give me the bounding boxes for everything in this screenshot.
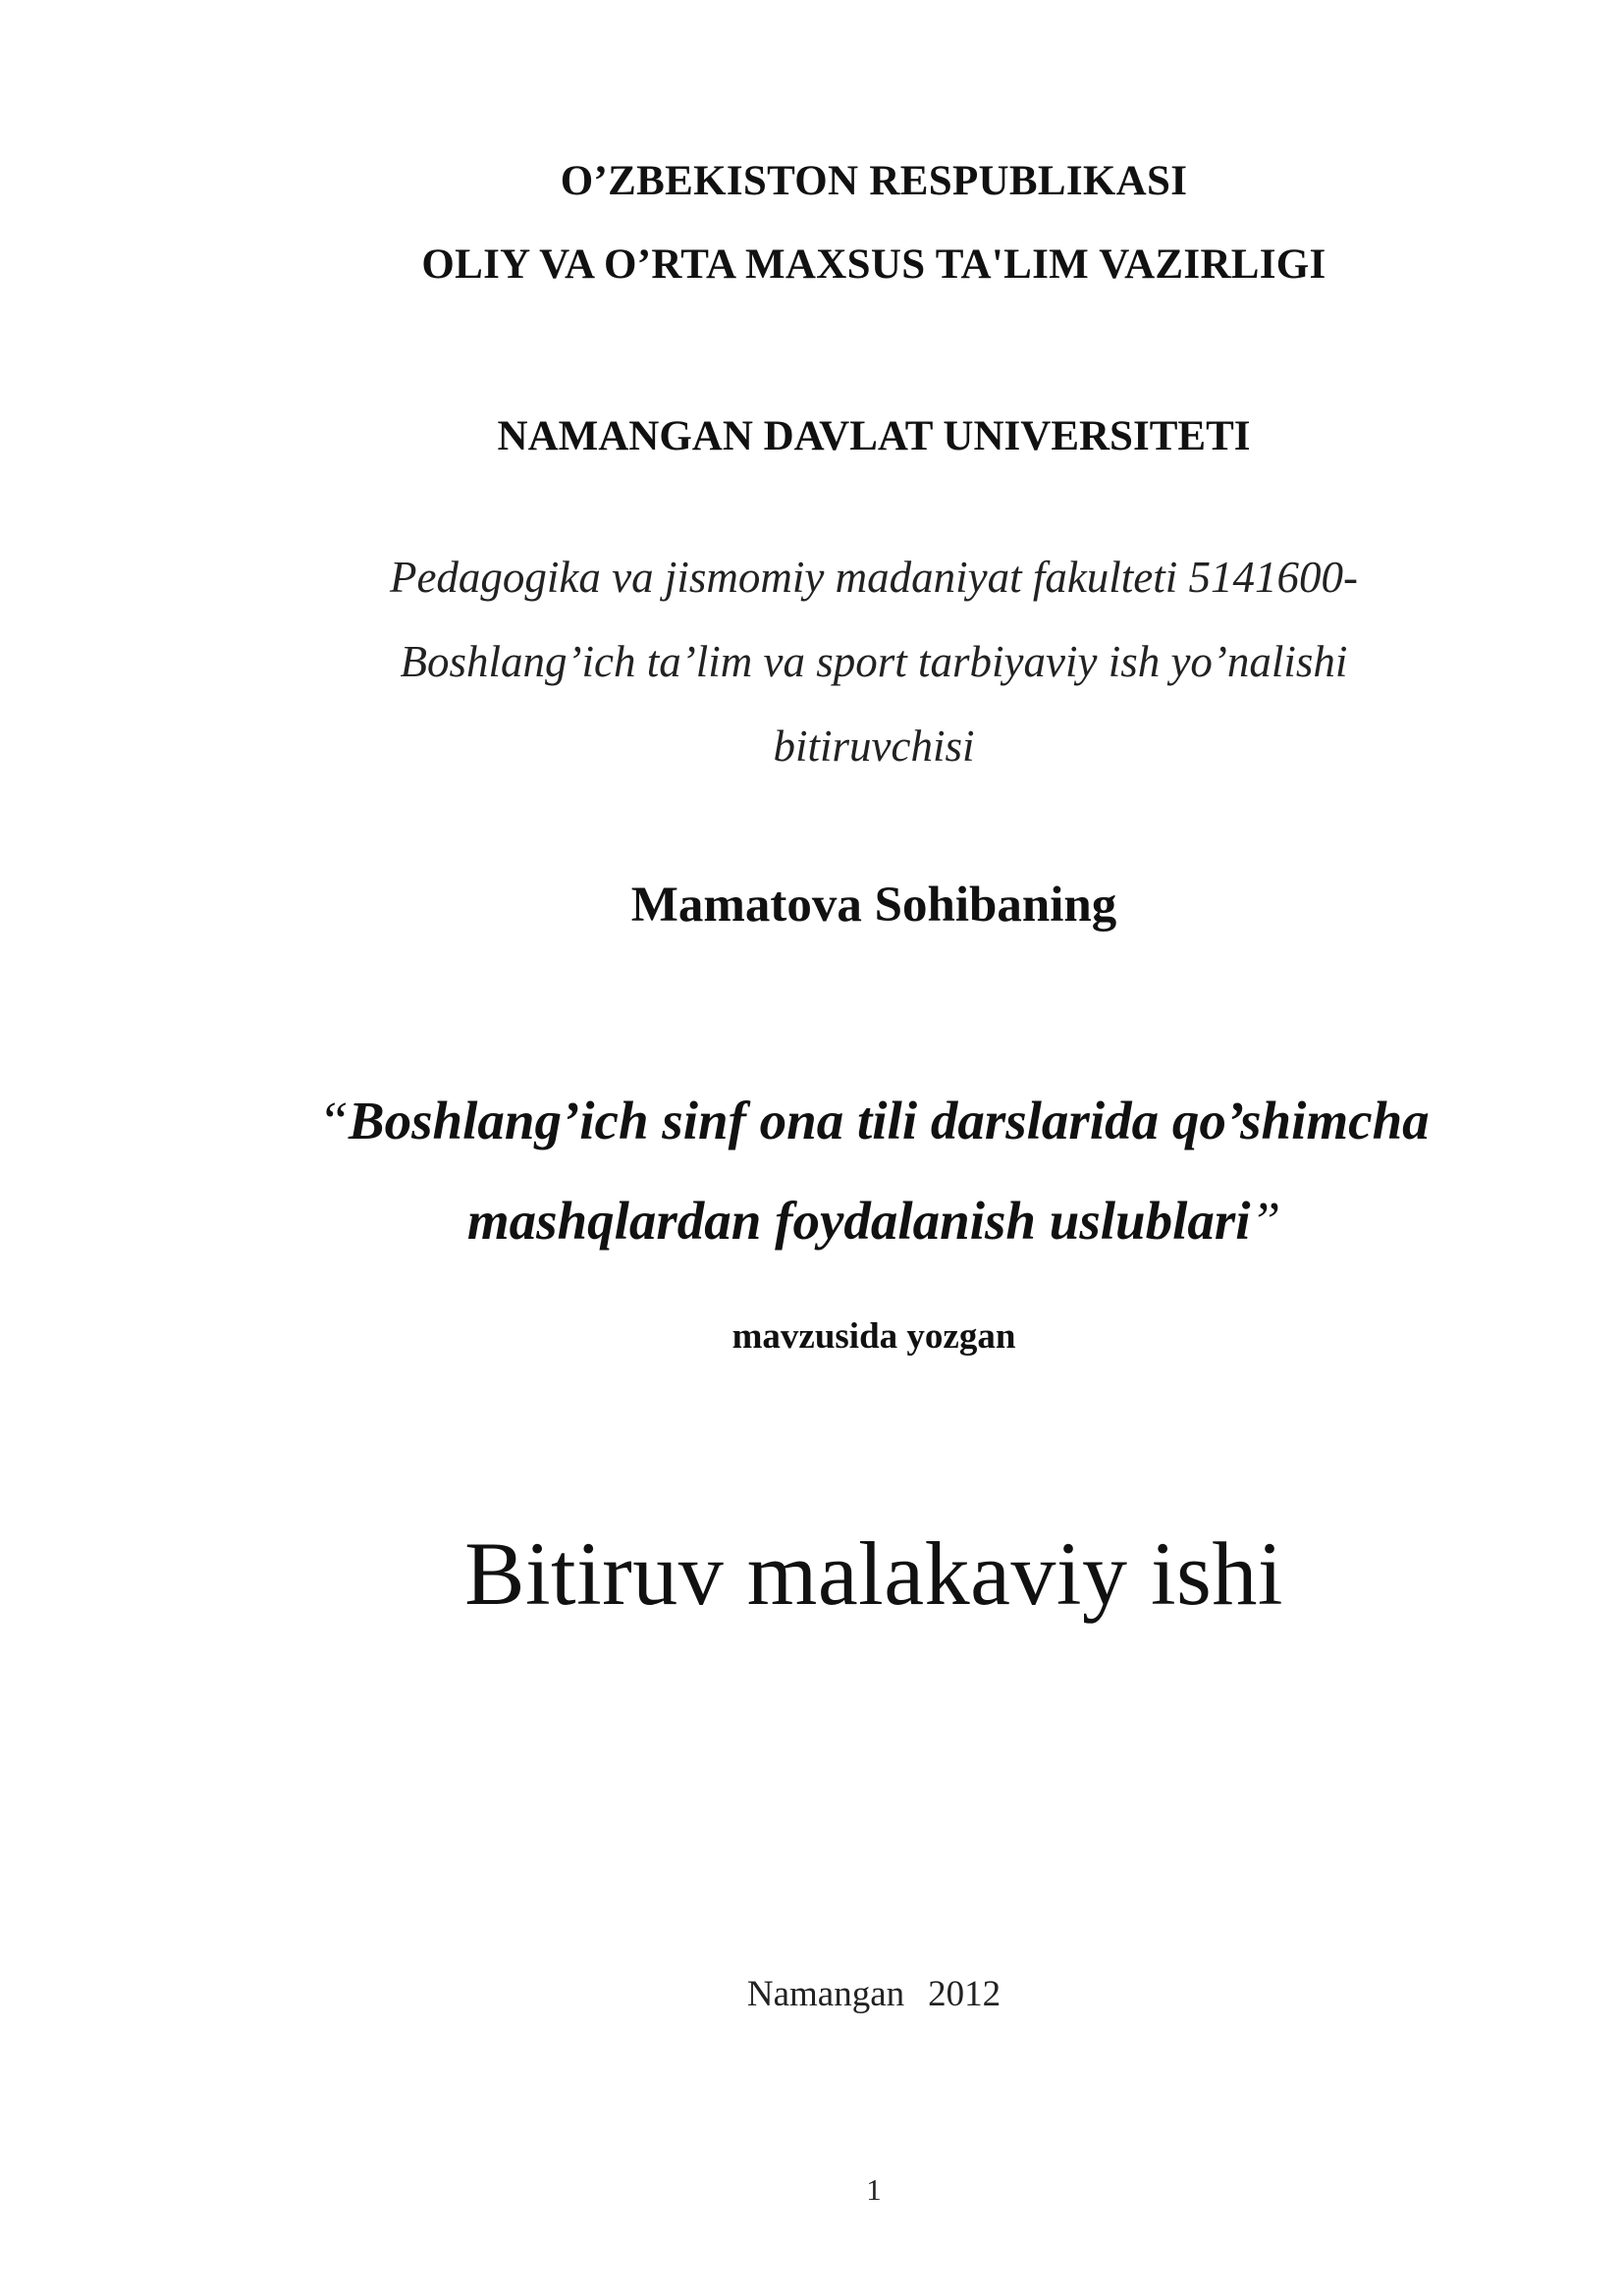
- work-type: Bitiruv malakaviy ishi: [464, 1523, 1283, 1624]
- ministry-line-1: O’ZBEKISTON RESPUBLIKASI: [560, 158, 1188, 204]
- university-name: NAMANGAN DAVLAT UNIVERSITETI: [497, 413, 1251, 459]
- thesis-title-line-2: [0, 1190, 1624, 1252]
- topic-note: mavzusida yozgan: [731, 1316, 1016, 1357]
- title-open-quote: “: [318, 1091, 349, 1150]
- city: Namangan: [746, 1974, 905, 2014]
- thesis-title-line-1: [0, 1090, 1624, 1151]
- ministry-line-2: OLIY VA O’RTA MAXSUS TA'LIM VAZIRLIGI: [421, 241, 1326, 288]
- faculty-line-3: bitiruvchisi: [773, 721, 975, 771]
- page-number: 1: [866, 2172, 882, 2207]
- faculty-line-1: Pedagogika va jismomiy madaniyat fakulteti 5141600-: [389, 553, 1359, 602]
- title-line-2-text: mashqlardan foydalanish uslublari: [466, 1191, 1251, 1251]
- place-year: [0, 1973, 1624, 2015]
- faculty-line-2: Boshlang’ich ta’lim va sport tarbiyaviy ish yo’nalishi: [400, 637, 1348, 686]
- title-line-1-text: Boshlang’ich sinf ona tili darslarida qo’shimcha: [348, 1091, 1430, 1150]
- title-close-quote: ”: [1250, 1191, 1281, 1251]
- year: 2012: [928, 1974, 1001, 2014]
- author-name: Mamatova Sohibaning: [630, 878, 1117, 933]
